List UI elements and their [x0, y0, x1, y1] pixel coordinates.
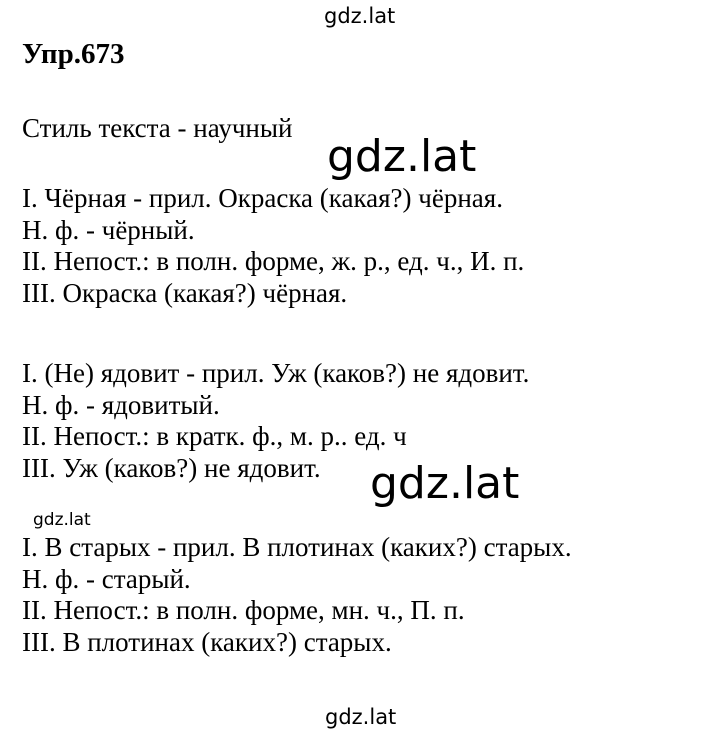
block-line: II. Непост.: в полн. форме, ж. р., ед. ч., И. п. [22, 246, 525, 276]
block-line: III. Окраска (какая?) чёрная. [22, 277, 348, 308]
block-line: I. Чёрная - прил. Окраска (какая?) чёрная. [22, 183, 503, 213]
watermark-top: gdz.lat [324, 4, 396, 28]
block-line: II. Непост.: в полн. форме, мн. ч., П. п. [22, 595, 465, 625]
text-style-line: Стиль текста - научный [22, 113, 293, 143]
block-line: Н. ф. - чёрный. [22, 214, 195, 245]
block-line: I. В старых - прил. В плотинах (каких?) старых. [22, 532, 572, 562]
parsing-block-3 [22, 532, 572, 658]
block-line: Н. ф. - ядовитый. [22, 389, 220, 420]
block-line: III. В плотинах (каких?) старых. [22, 626, 392, 657]
watermark-large-2: gdz.lat [370, 458, 520, 509]
watermark-bottom: gdz.lat [325, 705, 397, 729]
parsing-block-1 [22, 183, 524, 309]
exercise-title: Упр.673 [22, 38, 125, 70]
watermark-small: gdz.lat [33, 510, 91, 530]
block-line: I. (Не) ядовит - прил. Уж (каков?) не ядовит. [22, 358, 530, 388]
block-line: III. Уж (каков?) не ядовит. [22, 452, 321, 483]
block-line: II. Непост.: в кратк. ф., м. р.. ед. ч [22, 421, 407, 451]
watermark-large-1: gdz.lat [327, 131, 477, 182]
block-line: Н. ф. - старый. [22, 563, 191, 594]
